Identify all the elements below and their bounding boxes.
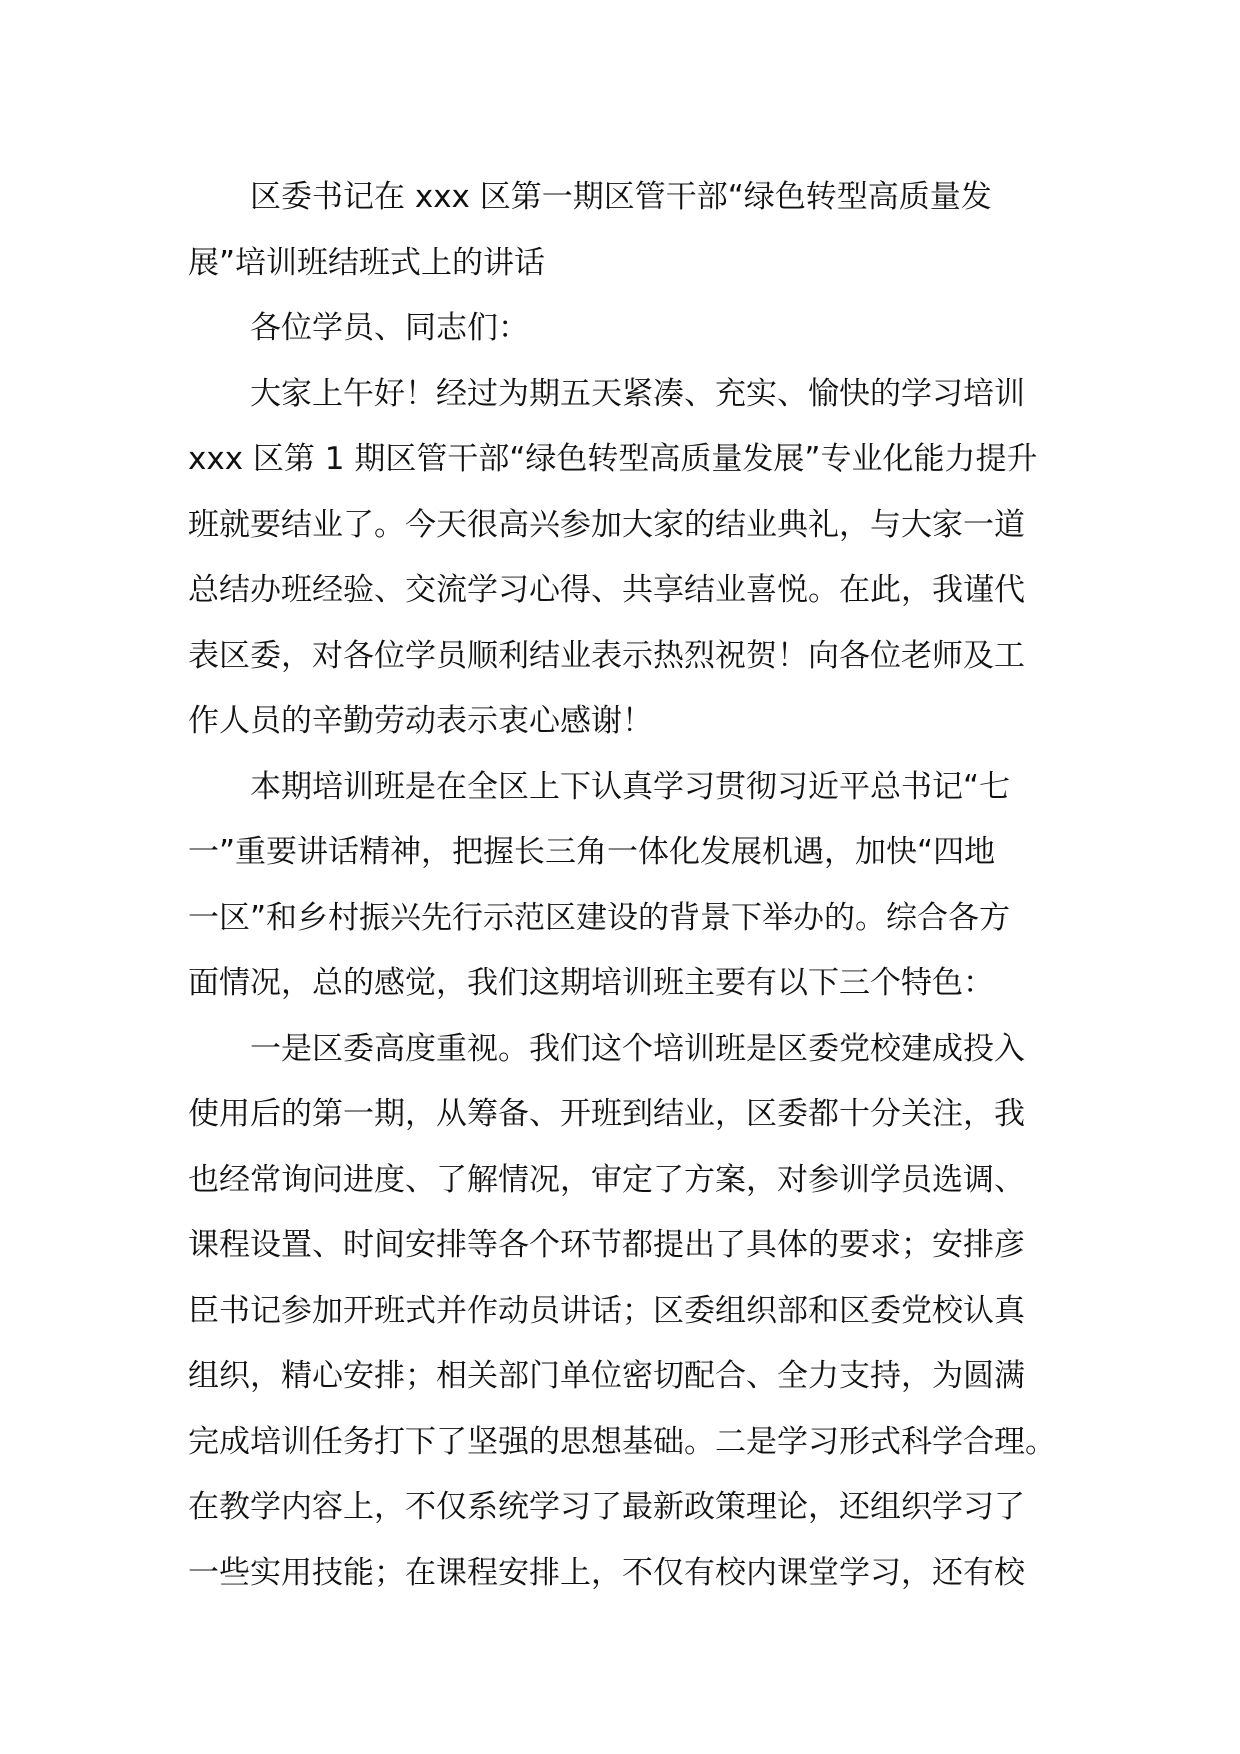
paragraph-greeting [188,362,1058,755]
paragraph-line: 一些实用技能；在课程安排上，不仅有校内课堂学习，还有校 [188,1554,1025,1591]
paragraph-line: 课程设置、时间安排等各个环节都提出了具体的要求；安排彦 [188,1227,1025,1263]
title-line: 区委书记在 xxx 区第一期区管干部“绿色转型高质量发 [250,179,992,215]
paragraph-line: 也经常询问进度、了解情况，审定了方案，对参训学员选调、 [188,1161,1025,1198]
paragraph-line: 总结办班经验、交流学习心得、共享结业喜悦。在此，我谨代 [188,572,1025,608]
paragraph-line: 一区”和乡村振兴先行示范区建设的背景下举办的。综合各方 [188,899,1011,936]
salutation [188,296,1058,362]
paragraph-line: 臣书记参加开班式并作动员讲话；区委组织部和区委党校认真 [188,1292,1025,1329]
salutation-line: 各位学员、同志们： [250,310,529,346]
paragraph-line: 面情况，总的感觉，我们这期培训班主要有以下三个特色： [188,965,994,1001]
paragraph-background [188,755,1058,1017]
paragraph-line: 大家上午好！经过为期五天紧凑、充实、愉快的学习培训 [250,375,1025,412]
title-line: 展”培训班结班式上的讲话 [188,244,546,281]
paragraph-line: 作人员的辛勤劳动表示衷心感谢！ [188,703,653,739]
document-title [188,165,1058,296]
paragraph-line: 完成培训任务打下了坚强的思想基础。二是学习形式科学合理。 [188,1423,1056,1460]
paragraph-line: 表区委，对各位学员顺利结业表示热烈祝贺！向各位老师及工 [188,637,1025,674]
paragraph-features [188,1017,1058,1607]
paragraph-line: 一是区委高度重视。我们这个培训班是区委党校建成投入 [250,1030,1025,1067]
paragraph-line: 本期培训班是在全区上下认真学习贯彻习近平总书记“七 [250,768,1011,805]
paragraph-line: 组织，精心安排；相关部门单位密切配合、全力支持，为圆满 [188,1358,1025,1394]
paragraph-line: 一”重要讲话精神，把握长三角一体化发展机遇，加快“四地 [188,834,996,870]
document-body [188,165,1058,1606]
paragraph-line: 在教学内容上，不仅系统学习了最新政策理论，还组织学习了 [188,1489,1025,1525]
paragraph-line: xxx 区第 1 期区管干部“绿色转型高质量发展”专业化能力提升 [188,441,1038,477]
paragraph-line: 班就要结业了。今天很高兴参加大家的结业典礼，与大家一道 [188,506,1025,543]
paragraph-line: 使用后的第一期，从筹备、开班到结业，区委都十分关注，我 [188,1096,1025,1132]
